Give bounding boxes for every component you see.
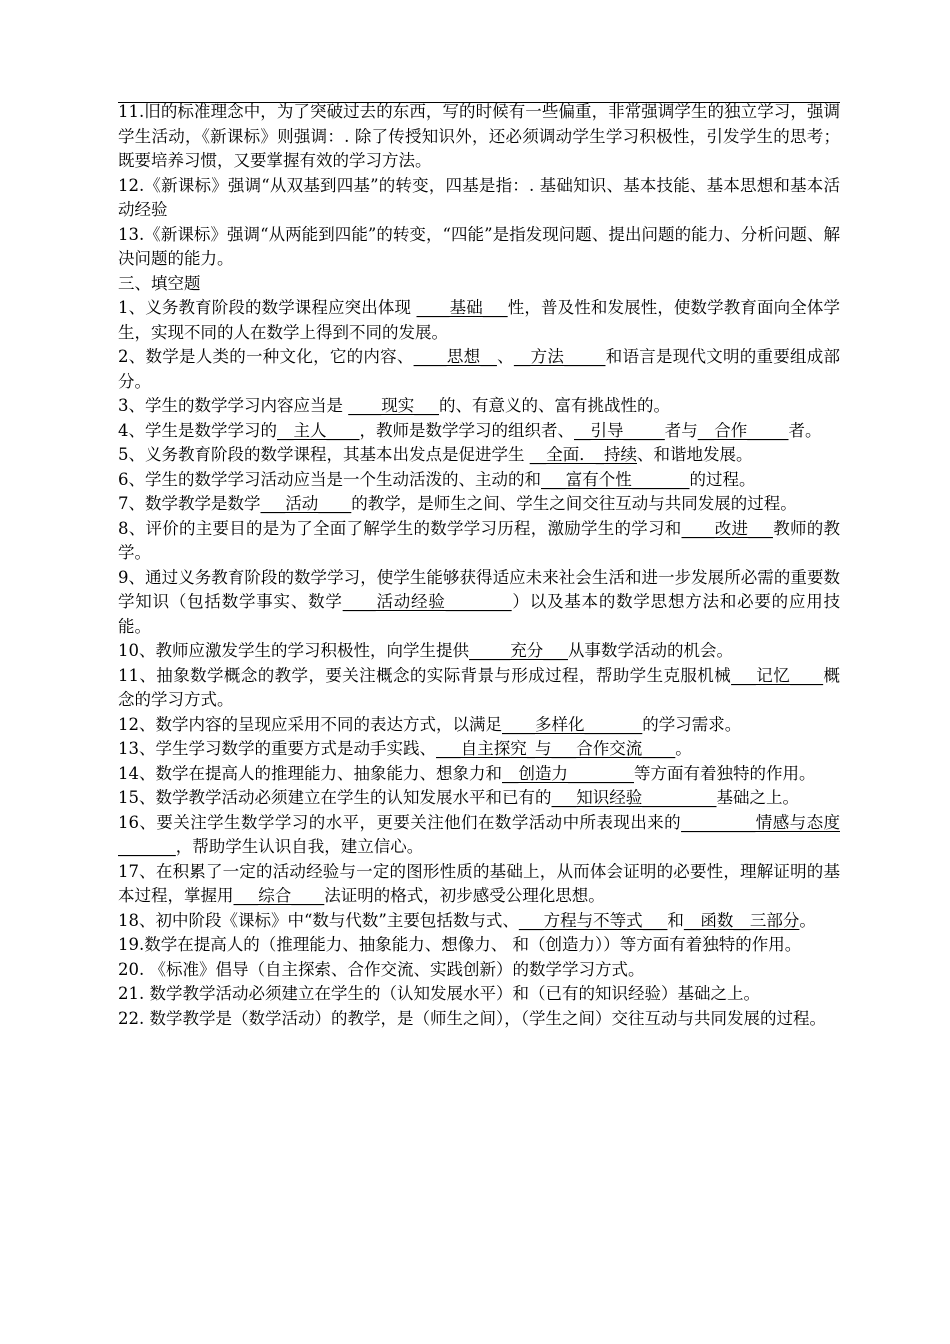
blank-answer: ___自主探究_与___合作交流____ (436, 739, 676, 758)
blank-answer: ____多样化_______ (502, 714, 643, 734)
blank-answer: ___综合____ (233, 886, 325, 905)
paragraph (118, 468, 840, 493)
paragraph-text: 17、在积累了一定的活动经验与一定的图形性质的基础上，从而体会证明的必要性，理解证明的基本过程，掌握用 (118, 861, 840, 905)
paragraph (118, 100, 840, 174)
paragraph (118, 860, 840, 909)
paragraph (118, 762, 840, 787)
paragraph-text: 16、要关注学生数学学习的水平，更要关注他们在数学活动中所表现出来的 (118, 812, 682, 832)
paragraph-text: 2、数学是人类的一种文化，它的内容、 (118, 347, 414, 366)
paragraph (118, 492, 840, 517)
paragraph (118, 933, 840, 958)
paragraph-text: 18、初中阶段《课标》中“数与代数”主要包括数与式、 (118, 910, 519, 930)
paragraph-text: 19.数学在提高人的（推理能力、抽象能力、想像力、 和（创造力））等方面有着独特的作用。 (118, 935, 802, 954)
paragraph-text: 10、教师应激发学生的学习积极性，向学生提供 (118, 641, 469, 660)
blank-answer: ____现实___ (348, 396, 439, 415)
paragraph-text: 的教学，是师生之间、学生之间交往互动与共同发展的过程。 (351, 494, 797, 513)
paragraph-text: 基础之上。 (716, 788, 799, 807)
paragraph (118, 566, 840, 640)
paragraph-text: 22. 数学教学是（数学活动）的教学，是（师生之间），（学生之间）交往互动与共同发展的过程。 (118, 1008, 826, 1028)
paragraph-text: 。 (675, 739, 692, 758)
paragraph (118, 713, 840, 738)
paragraph-text: 8、评价的主要目的是为了全面了解学生的数学学习历程，激励学生的学习和 (118, 518, 682, 538)
blank-answer: ___方程与不等式___ (518, 910, 668, 930)
paragraph-text: 的、有意义的、富有挑战性的。 (439, 396, 670, 415)
paragraph-text: 从事数学活动的机会。 (568, 641, 733, 660)
paragraph (118, 982, 840, 1007)
paragraph-text: 三、填空题 (118, 273, 201, 293)
blank-answer: _________情感与态度_______ (118, 812, 840, 856)
paragraph (118, 517, 840, 566)
blank-answer: ___活动____ (260, 494, 352, 513)
paragraph (118, 811, 840, 860)
blank-answer: __主人____ (277, 420, 360, 440)
paragraph-text: 9、通过义务教育阶段的数学学习，使学生能够获得适应未来社会生活和进一步发展所必需的重要数学知识（包括数学事实、数学 (118, 567, 840, 611)
paragraph-text: 3、学生的数学学习内容应当是 (118, 396, 349, 415)
blank-answer: ___记忆____ (731, 665, 824, 685)
paragraph-text: 。 (799, 910, 816, 930)
paragraph (118, 639, 840, 664)
paragraph-text: 21. 数学教学活动必须建立在学生的（认知发展水平）和（已有的知识经验）基础之上。 (118, 984, 760, 1003)
blank-answer: __合作_____ (697, 420, 789, 440)
blank-answer: ___富有个性_______ (541, 469, 690, 489)
blank-answer: __引导_____ (574, 420, 665, 440)
blank-answer: ____思想__ (413, 347, 497, 366)
paragraph (118, 296, 840, 345)
paragraph (118, 737, 840, 762)
paragraph-text: 1、义务教育阶段的数学课程应突出体现 (118, 298, 417, 317)
paragraph-text: 12、数学内容的呈现应采用不同的表达方式，以满足 (118, 714, 502, 734)
paragraph-text: 11、抽象数学概念的教学，要关注概念的实际背景与形成过程，帮助学生克服机械 (118, 665, 732, 685)
paragraph (118, 394, 840, 419)
blank-answer: ____基础___ (416, 298, 508, 317)
document-body (118, 100, 840, 1031)
paragraph (118, 345, 840, 394)
paragraph-text: 者。 (788, 420, 822, 440)
blank-answer: ___知识经验_________ (551, 788, 717, 807)
paragraph-text: 和 (667, 910, 684, 930)
paragraph-text: 12.《新课标》强调“从双基到四基”的转变，四基是指：. 基础知识、基本技能、基本思想和基本活动经验 (118, 175, 840, 219)
paragraph-text: 13、学生学习数学的重要方式是动手实践、 (118, 739, 436, 758)
paragraph (118, 419, 840, 444)
paragraph-text: 20. 《标准》倡导（自主探索、合作交流、实践创新）的数学学习方式。 (118, 959, 645, 979)
paragraph-text: 者与 (664, 420, 698, 440)
paragraph-text: 15、数学教学活动必须建立在学生的认知发展水平和已有的 (118, 788, 552, 807)
paragraph (118, 786, 840, 811)
paragraph-text: ）以及基本的数学思想方法和必要的应用技能。 (118, 592, 841, 636)
blank-answer: __全面．_持续 (529, 445, 637, 464)
paragraph-text: ，帮助学生认识自我，建立信心。 (175, 837, 424, 856)
blank-answer: __创造力________ (502, 763, 634, 783)
paragraph-text: 、和谐地发展。 (637, 445, 753, 464)
paragraph-text: 的过程。 (689, 469, 756, 489)
paragraph (118, 909, 840, 934)
paragraph-text: 和语言是现代文明的重要组成部分。 (118, 347, 841, 391)
blank-answer: ____改进___ (681, 518, 773, 538)
blank-answer: ____活动经验________ (342, 592, 512, 611)
paragraph (118, 223, 840, 272)
paragraph-text: 等方面有着独特的作用。 (634, 763, 816, 783)
paragraph-text: 的学习需求。 (642, 714, 742, 734)
paragraph (118, 443, 840, 468)
paragraph-text: 教师的教学。 (118, 518, 840, 562)
paragraph-text: 13.《新课标》强调“从两能到四能”的转变，“四能”是指发现问题、提出问题的能力、分析问题、解决问题的能力。 (118, 224, 840, 268)
paragraph (118, 1007, 840, 1032)
paragraph-text: 5、义务教育阶段的数学课程，其基本出发点是促进学生 (118, 445, 530, 464)
paragraph-text: 概念的学习方式。 (118, 665, 840, 709)
paragraph-text: ，教师是数学学习的组织者、 (359, 420, 574, 440)
paragraph-text: 7、数学教学是数学 (118, 494, 261, 513)
paragraph-text: 6、学生的数学学习活动应当是一个生动活泼的、主动的和 (118, 469, 541, 489)
paragraph (118, 958, 840, 983)
blank-answer: __函数__三部分 (683, 910, 800, 930)
blank-answer: __方法_____ (513, 347, 606, 366)
paragraph-text: 性，普及性和发展性，使数学教育面向全体学生，实现不同的人在数学上得到不同的发展。 (118, 298, 841, 342)
paragraph (118, 664, 840, 713)
paragraph-text: 法证明的格式，初步感受公理化思想。 (324, 886, 605, 905)
paragraph (118, 272, 840, 297)
paragraph-text: 、 (496, 347, 514, 366)
blank-answer: _____充分___ (469, 641, 568, 660)
paragraph-text: 14、数学在提高人的推理能力、抽象能力、想象力和 (118, 763, 502, 783)
paragraph (118, 174, 840, 223)
paragraph-text: 11.旧的标准理念中，为了突破过去的东西，写的时候有一些偏重，非常强调学生的独立学习，强调学生活动，《新课标》则强调：. 除了传授知识外，还必须调动学生学习积极性，引发学生的思考；既要培养习惯，又要掌握有效的学习方法。 (118, 102, 840, 170)
paragraph-text: 4、学生是数学学习的 (118, 420, 277, 440)
